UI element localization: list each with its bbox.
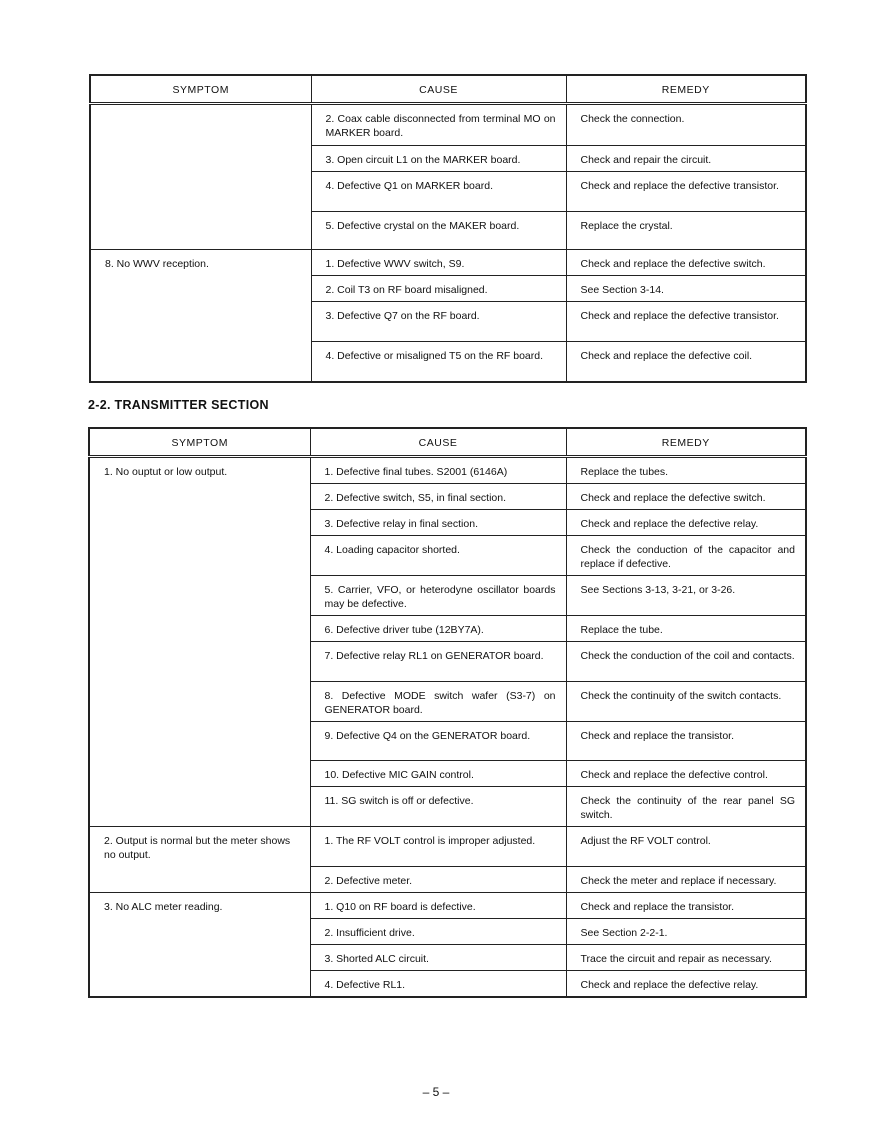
remedy-cell: Check and replace the defective control. [566,761,806,787]
cause-cell: 2. Insufficient drive. [310,919,566,945]
cause-header: CAUSE [310,428,566,457]
remedy-cell: Check and replace the defective switch. [566,250,806,276]
cause-cell: 4. Defective RL1. [310,971,566,998]
remedy-cell: Check and replace the transistor. [566,893,806,919]
remedy-cell: Trace the circuit and repair as necessary. [566,945,806,971]
cause-cell: 2. Defective meter. [310,867,566,893]
cause-cell: 3. Open circuit L1 on the MARKER board. [311,146,566,172]
table-row [89,827,806,867]
remedy-header: REMEDY [566,428,806,457]
remedy-cell: Adjust the RF VOLT control. [566,827,806,867]
cause-cell: 7. Defective relay RL1 on GENERATOR board. [310,642,566,682]
remedy-cell: Replace the tube. [566,616,806,642]
cause-cell: 8. Defective MODE switch wafer (S3-7) on GENERATOR board. [310,682,566,722]
cause-cell: 5. Carrier, VFO, or heterodyne oscillator boards may be defective. [310,576,566,616]
table-header-row [90,75,806,104]
section-title: 2-2. TRANSMITTER SECTION [88,398,269,412]
cause-cell: 1. Defective final tubes. S2001 (6146A) [310,457,566,484]
remedy-cell: Check the conduction of the coil and contacts. [566,642,806,682]
cause-cell: 11. SG switch is off or defective. [310,787,566,827]
cause-cell: 9. Defective Q4 on the GENERATOR board. [310,722,566,761]
table-row [89,457,806,484]
symptom-cell: 3. No ALC meter reading. [89,893,310,998]
cause-cell: 4. Loading capacitor shorted. [310,536,566,576]
troubleshooting-table-transmitter [88,427,807,998]
remedy-cell: Check and replace the transistor. [566,722,806,761]
symptom-header: SYMPTOM [89,428,310,457]
symptom-cell: 8. No WWV reception. [90,250,311,382]
remedy-header: REMEDY [566,75,806,104]
cause-cell: 5. Defective crystal on the MAKER board. [311,212,566,250]
table-row [89,893,806,919]
cause-cell: 4. Defective or misaligned T5 on the RF board. [311,342,566,382]
remedy-cell: See Sections 3-13, 3-21, or 3-26. [566,576,806,616]
troubleshooting-table-receiver [89,74,807,383]
remedy-cell: Check and repair the circuit. [566,146,806,172]
remedy-cell: Check the continuity of the switch contacts. [566,682,806,722]
remedy-cell: Check the continuity of the rear panel SG switch. [566,787,806,827]
cause-cell: 2. Coil T3 on RF board misaligned. [311,276,566,302]
symptom-cell: 1. No ouptut or low output. [89,457,310,827]
cause-cell: 2. Defective switch, S5, in final section. [310,484,566,510]
remedy-cell: Check and replace the defective relay. [566,510,806,536]
cause-cell: 3. Defective relay in final section. [310,510,566,536]
cause-cell: 2. Coax cable disconnected from terminal MO on MARKER board. [311,104,566,146]
remedy-cell: Check and replace the defective switch. [566,484,806,510]
table-header-row [89,428,806,457]
page-number: – 5 – [422,1085,450,1099]
symptom-header: SYMPTOM [90,75,311,104]
remedy-cell: See Section 2-2-1. [566,919,806,945]
remedy-cell: Replace the tubes. [566,457,806,484]
remedy-cell: Check and replace the defective relay. [566,971,806,998]
remedy-cell: Replace the crystal. [566,212,806,250]
table-row [90,104,806,146]
cause-header: CAUSE [311,75,566,104]
remedy-cell: Check the meter and replace if necessary. [566,867,806,893]
table-row [90,250,806,276]
symptom-cell [90,104,311,250]
cause-cell: 3. Defective Q7 on the RF board. [311,302,566,342]
cause-cell: 1. Q10 on RF board is defective. [310,893,566,919]
remedy-cell: Check the connection. [566,104,806,146]
cause-cell: 6. Defective driver tube (12BY7A). [310,616,566,642]
cause-cell: 10. Defective MIC GAIN control. [310,761,566,787]
remedy-cell: Check and replace the defective coil. [566,342,806,382]
remedy-cell: Check and replace the defective transistor. [566,172,806,212]
symptom-cell: 2. Output is normal but the meter shows no output. [89,827,310,893]
remedy-cell: See Section 3-14. [566,276,806,302]
cause-cell: 1. The RF VOLT control is improper adjusted. [310,827,566,867]
cause-cell: 1. Defective WWV switch, S9. [311,250,566,276]
cause-cell: 4. Defective Q1 on MARKER board. [311,172,566,212]
remedy-cell: Check the conduction of the capacitor and replace if defective. [566,536,806,576]
cause-cell: 3. Shorted ALC circuit. [310,945,566,971]
remedy-cell: Check and replace the defective transistor. [566,302,806,342]
